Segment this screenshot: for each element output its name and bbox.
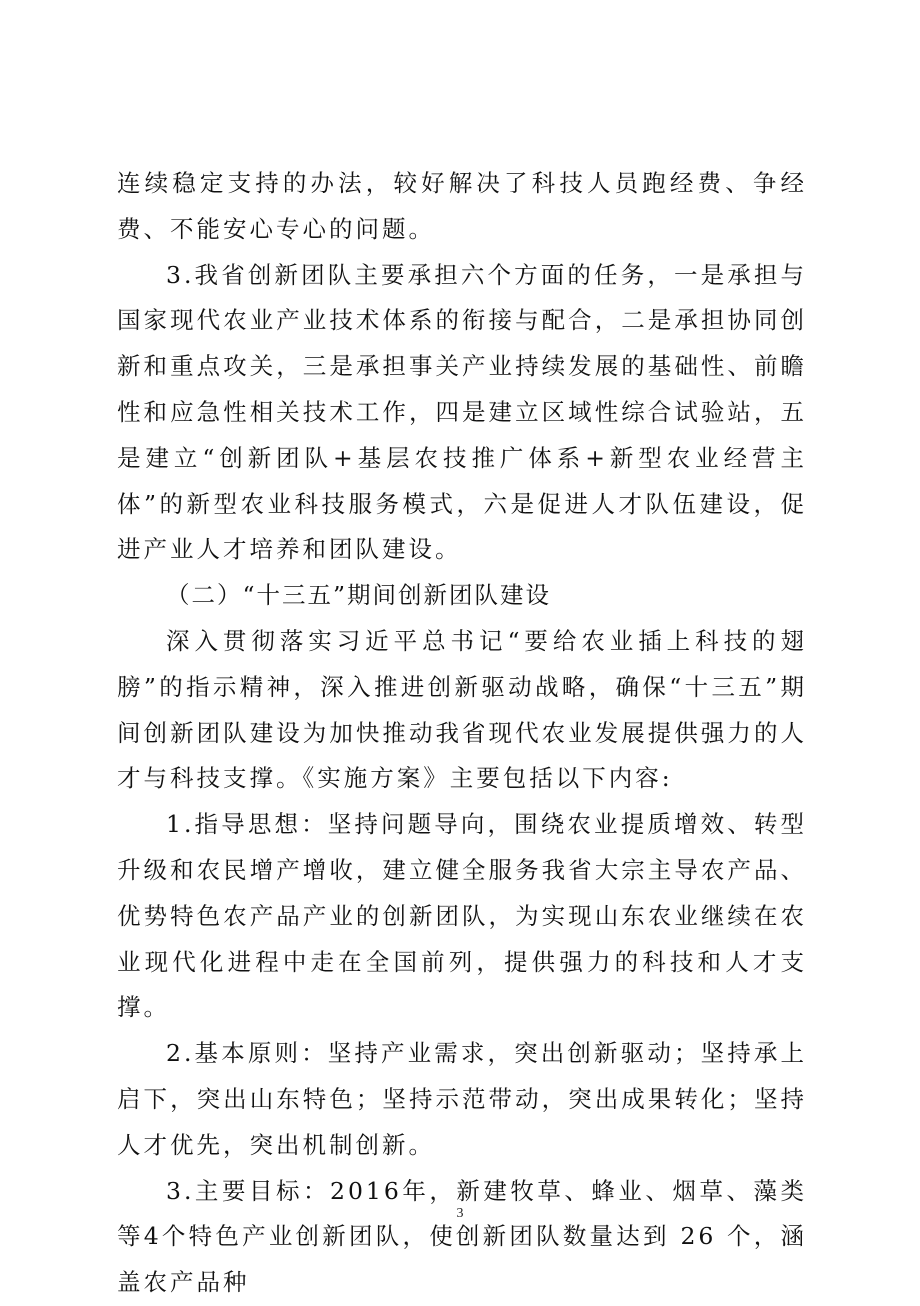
- paragraph-basic-principles: 2.基本原则：坚持产业需求，突出创新驱动；坚持承上启下，突出山东特色；坚持示范带动，突出成果转化；坚持人才优先，突出机制创新。: [117, 1039, 807, 1159]
- paragraph-tasks: 3.我省创新团队主要承担六个方面的任务，一是承担与国家现代农业产业技术体系的衔接与配合，二是承担协同创新和重点攻关，三是承担事关产业持续发展的基础性、前瞻性和应急性相关技术工作，四是建立区域性综合试验站，五是建立“创新团队+基层农技推广体系+新型农业经营主体”的新型农业科技服务模式，六是促进人才队伍建设，促进产业人才培养和团队建设。: [117, 260, 807, 564]
- page-number: 3: [456, 1206, 464, 1221]
- document-body: [117, 161, 807, 1306]
- section-heading: （二）“十三五”期间创新团队建设: [166, 581, 552, 610]
- paragraph-intro: 深入贯彻落实习近平总书记“要给农业插上科技的翅膀”的指示精神，深入推进创新驱动战略，确保“十三五”期间创新团队建设为加快推动我省现代农业发展提供强力的人才与科技支撑。《实施方案》主要包括以下内容:: [117, 626, 807, 793]
- paragraph-continuation: 连续稳定支持的办法，较好解决了科技人员跑经费、争经费、不能安心专心的问题。: [117, 169, 807, 243]
- paragraph-guiding-thought: 1.指导思想：坚持问题导向，围绕农业提质增效、转型升级和农民增产增收，建立健全服务我省大宗主导农产品、优势特色农产品产业的创新团队，为实现山东农业继续在农业现代化进程中走在全国前列，提供强力的科技和人才支撑。: [117, 810, 807, 1022]
- paragraph-main-goals: 3.主要目标：2016年，新建牧草、蜂业、烟草、藻类等4个特色产业创新团队，使创新团队数量达到 26 个，涵盖农产品种: [117, 1176, 807, 1297]
